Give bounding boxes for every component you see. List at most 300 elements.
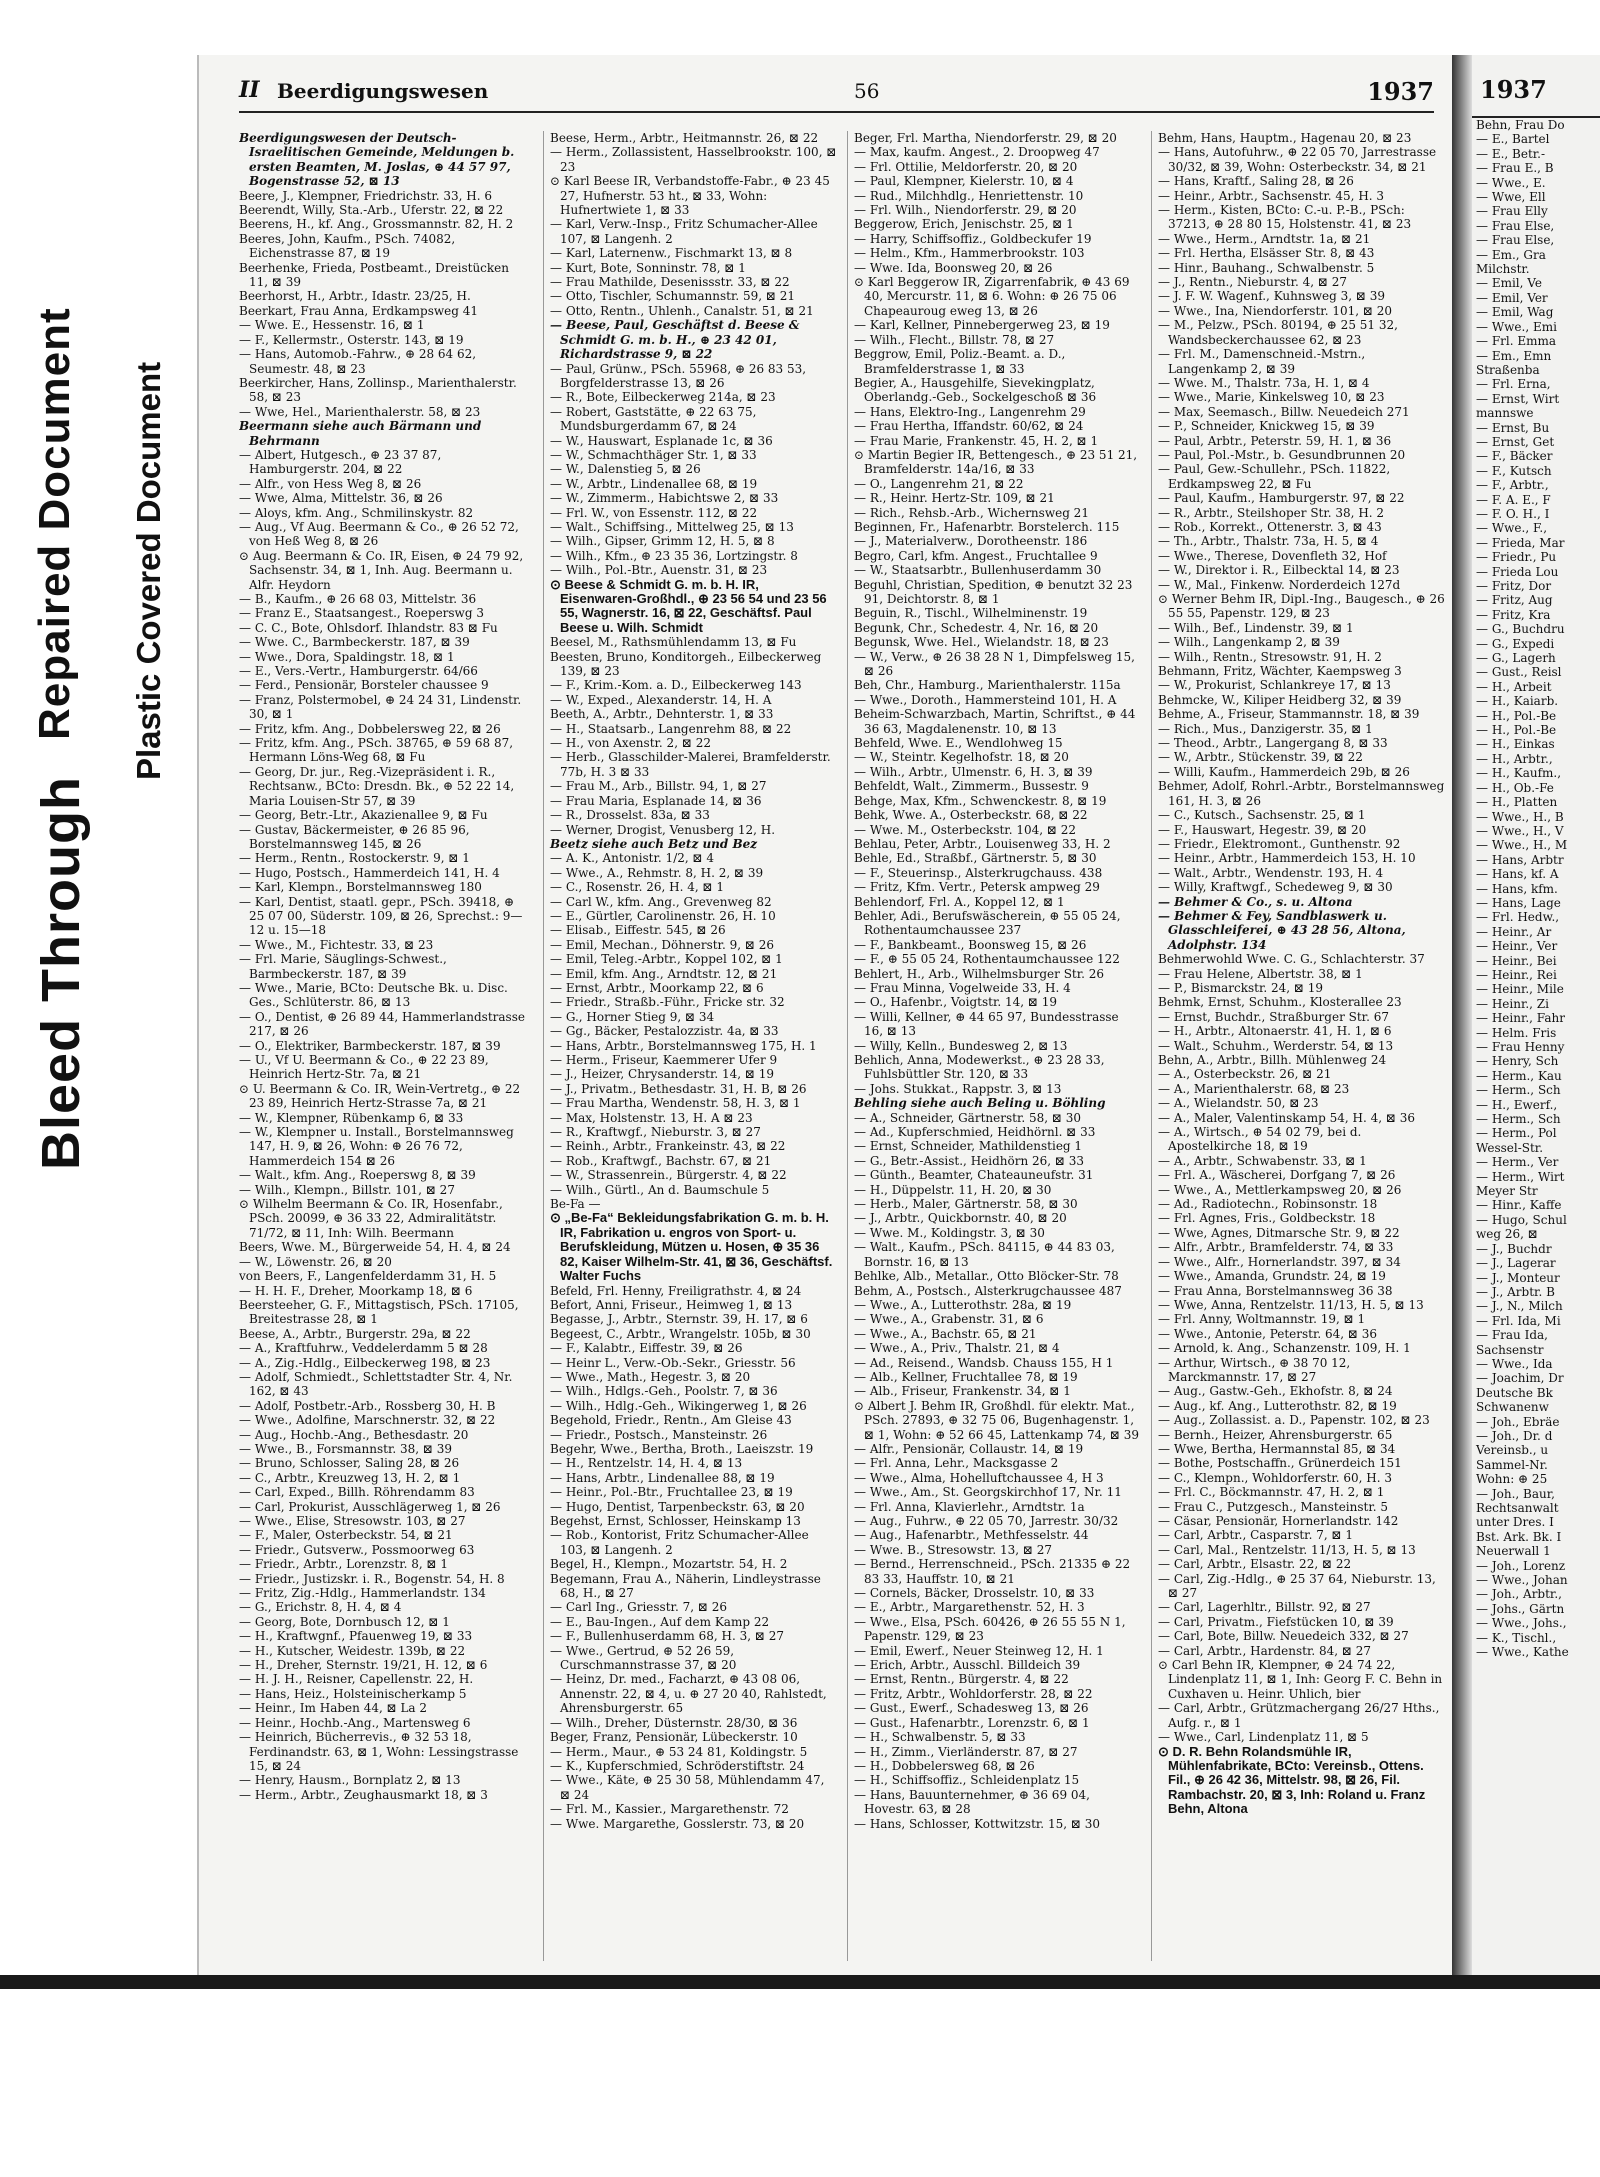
directory-entry: — Frl. Ottilie, Meldorferstr. 20, ⊠ 20 bbox=[854, 159, 1078, 174]
directory-entry: — Bernd., Herrenschneid., PSch. 21335 ⊕ 22 83 33, Hauffstr. 10, ⊠ 21 bbox=[854, 1557, 1131, 1586]
directory-entry: — Frl. M., Damenschneid.-Mstrn., Langenkamp 2, ⊠ 39 bbox=[1158, 347, 1366, 376]
adjacent-page-line: Schwanenw bbox=[1476, 1400, 1549, 1415]
adjacent-page bbox=[1472, 55, 1600, 1975]
directory-entry: — Wwe. M., Thalstr. 73a, H. 1, ⊠ 4 bbox=[1158, 375, 1370, 390]
directory-entry: — Frau Hertha, Iffandstr. 60/62, ⊠ 24 bbox=[854, 419, 1084, 434]
directory-entry: — Friedr., Straßb.-Führ., Fricke str. 32 bbox=[550, 995, 785, 1010]
directory-entry: Begier, A., Hausgehilfe, Sievekingplatz, Oberlandg.-Geb., Sockelgeschoß ⊠ 36 bbox=[854, 375, 1097, 405]
adjacent-page-line: — G., Lagerh bbox=[1476, 651, 1556, 666]
directory-entry: — Walt., Kaufm., PSch. 84115, ⊕ 44 83 03, Bornstr. 16, ⊠ 13 bbox=[854, 1240, 1115, 1269]
directory-entry: — Max, kaufm. Angest., 2. Droopweg 47 bbox=[854, 145, 1100, 160]
adjacent-page-line: — J., Arbtr. B bbox=[1476, 1284, 1555, 1299]
directory-entry: — Heinr., Pol.-Btr., Fruchtallee 23, ⊠ 19 bbox=[550, 1485, 793, 1500]
adjacent-page-line: — Heinr., Mile bbox=[1476, 982, 1564, 997]
adjacent-page-line: — Heinr., Rei bbox=[1476, 967, 1557, 982]
directory-entry: Behle, Ed., Straßbf., Gärtnerstr. 5, ⊠ 30 bbox=[854, 851, 1097, 866]
directory-entry: — R., Arbtr., Steilshoper Str. 38, H. 2 bbox=[1158, 505, 1385, 520]
directory-entry: — Georg, Dr. jur., Reg.-Vizepräsident i. R., Rechtsanw., BCto: Dresdn. Bk., ⊕ 52 22 14, Maria Louisen-Str 57, ⊠ 39 bbox=[239, 764, 515, 808]
directory-entry: — Behmer & Fey, Sandblaswerk u. Glasschleiferei, ⊕ 43 28 56, Altona, Adolphstr. 134 bbox=[1158, 908, 1406, 952]
adjacent-page-line: — Wwe., Emi bbox=[1476, 319, 1557, 334]
directory-entry: Beermann siehe auch Bärmann und Behrmann bbox=[239, 419, 482, 448]
directory-entry: — Aug., kf. Ang., Lutterothstr. 82, ⊠ 19 bbox=[1158, 1398, 1397, 1413]
adjacent-page-line: — Johs., Gärtn bbox=[1476, 1601, 1565, 1616]
directory-entry: — J., Privatm., Bethesdastr. 31, H. B, ⊠ 26 bbox=[550, 1081, 807, 1096]
adjacent-page-line: — H., Pol.-Be bbox=[1476, 708, 1557, 723]
directory-entry: — Alb., Friseur, Frankenstr. 34, ⊠ 1 bbox=[854, 1384, 1071, 1399]
directory-entry: — H., Düppelstr. 11, H. 20, ⊠ 30 bbox=[854, 1182, 1052, 1197]
directory-entry: — Heinr., Hochb.-Ang., Martensweg 6 bbox=[239, 1715, 471, 1730]
directory-entry: Beerhenke, Frieda, Postbeamt., Dreistücken 11, ⊠ 39 bbox=[239, 260, 509, 290]
directory-entry: — Wwe, Bertha, Hermannstal 85, ⊠ 34 bbox=[1158, 1441, 1396, 1456]
directory-entry: — C., Kutsch., Sachsenstr. 25, ⊠ 1 bbox=[1158, 808, 1366, 823]
adjacent-page-year: 1937 bbox=[1472, 55, 1600, 118]
directory-entry: — W., Verw., ⊕ 26 38 28 N 1, Dimpfelsweg 15, ⊠ 26 bbox=[854, 649, 1135, 679]
directory-entry: — Gust., Ewerf., Schadesweg 13, ⊠ 26 bbox=[854, 1701, 1089, 1716]
directory-entry: — Wilh., Gürtl., An d. Baumschule 5 bbox=[550, 1182, 770, 1197]
directory-entry: — Wwe., Alma, Hohelluftchaussee 4, H 3 bbox=[854, 1470, 1104, 1485]
directory-entry: Beggerow, Erich, Jenischstr. 25, ⊠ 1 bbox=[854, 217, 1074, 232]
directory-entry: — J., Rentn., Nieburstr. 4, ⊠ 27 bbox=[1158, 275, 1348, 290]
directory-entry: — Rob., Korrekt., Ottenerstr. 3, ⊠ 43 bbox=[1158, 519, 1382, 534]
adjacent-page-line: Milchstr. bbox=[1476, 262, 1530, 277]
directory-entry: — H., Kutscher, Weidestr. 139b, ⊠ 22 bbox=[239, 1643, 466, 1658]
adjacent-page-line: — Helm. Fris bbox=[1476, 1025, 1557, 1040]
adjacent-page-line: — Frau Elly bbox=[1476, 204, 1548, 219]
adjacent-page-line: — H., Einkas bbox=[1476, 737, 1555, 752]
directory-entry: — Emil, kfm. Ang., Arndtstr. 12, ⊠ 21 bbox=[550, 966, 778, 981]
adjacent-page-line: — H., Arbeit bbox=[1476, 679, 1552, 694]
directory-entry: — Georg, Betr.-Ltr., Akazienallee 9, ⊠ Fu bbox=[239, 808, 488, 823]
adjacent-page-line: — Wwe., E. bbox=[1476, 175, 1546, 190]
directory-entry: — Carl, Zig.-Hdlg., ⊕ 25 37 64, Nieburstr. 13, ⊠ 27 bbox=[1158, 1571, 1436, 1601]
directory-entry: Behk, Wwe. A., Osterbeckstr. 68, ⊠ 22 bbox=[854, 808, 1088, 823]
directory-entry: — F., Krim.-Kom. a. D., Eilbeckerweg 143 bbox=[550, 678, 802, 693]
directory-entry: Beginnen, Fr., Hafenarbtr. Borstelerch. 115 bbox=[854, 519, 1120, 534]
page-header bbox=[239, 77, 1434, 113]
directory-entry: — Heinr., Im Haben 44, ⊠ La 2 bbox=[239, 1701, 428, 1716]
adjacent-page-line: — H., Pol.-Be bbox=[1476, 723, 1557, 738]
directory-entry: — O., Elektriker, Barmbeckerstr. 187, ⊠ 39 bbox=[239, 1038, 501, 1053]
directory-entry: — Hans, Kraftf., Saling 28, ⊠ 26 bbox=[1158, 174, 1354, 189]
directory-entry: — Hans, Arbtr., Borstelmannsweg 175, H. 1 bbox=[550, 1038, 817, 1053]
adjacent-page-line: Behn, Frau Do bbox=[1476, 118, 1565, 132]
directory-entry: — W., Steintr. Kegelhofstr. 18, ⊠ 20 bbox=[854, 750, 1069, 765]
directory-entry: — Wilh., Gipser, Grimm 12, H. 5, ⊠ 8 bbox=[550, 534, 775, 549]
adjacent-page-line: — Heinr., Fahr bbox=[1476, 1011, 1565, 1026]
column-3 bbox=[847, 131, 1141, 1961]
directory-entry: — Heinrich, Bücherrevis., ⊕ 32 53 18, Ferdinandstr. 63, ⊠ 1, Wohn: Lessingstrasse 15, ⊠ 24 bbox=[239, 1730, 519, 1773]
directory-entry: Beetz siehe auch Betz und Bez bbox=[550, 836, 758, 851]
directory-entry: — Max, Holstenstr. 13, H. A ⊠ 23 bbox=[550, 1110, 753, 1125]
directory-entry: — F., Maler, Osterbeckstr. 54, ⊠ 21 bbox=[239, 1528, 453, 1543]
directory-entry: — Willy, Kelln., Bundesweg 2, ⊠ 13 bbox=[854, 1038, 1068, 1053]
directory-entry: — Bruno, Schlosser, Saling 28, ⊠ 26 bbox=[239, 1456, 460, 1471]
directory-entry: — Wwe, Alma, Mittelstr. 36, ⊠ 26 bbox=[239, 491, 443, 506]
directory-entry: — Adolf, Schmiedt., Schlettstadter Str. 4, Nr. 162, ⊠ 43 bbox=[239, 1369, 513, 1399]
directory-entry: — A., Wirtsch., ⊕ 54 02 79, bei d. Apostelkirche 18, ⊠ 19 bbox=[1158, 1125, 1362, 1154]
directory-entry: — Otto, Tischler, Schumannstr. 59, ⊠ 21 bbox=[550, 289, 796, 304]
adjacent-page-line: — Frl. Hedw., bbox=[1476, 910, 1560, 925]
directory-entry: — Friedr., Arbtr., Lorenzstr. 8, ⊠ 1 bbox=[239, 1557, 449, 1572]
directory-entry: — W., Mal., Finkenw. Norderdeich 127d bbox=[1158, 577, 1401, 592]
adjacent-page-line: mannswe bbox=[1476, 406, 1534, 421]
adjacent-page-line: unter Dres. I bbox=[1476, 1515, 1554, 1530]
directory-entry: — Wilh., Flecht., Billstr. 78, ⊠ 27 bbox=[854, 332, 1055, 347]
directory-entry: — Ad., Radiotechn., Robinsonstr. 18 bbox=[1158, 1197, 1378, 1212]
directory-entry: — Carl, Exped., Billh. Röhrendamm 83 bbox=[239, 1485, 475, 1500]
directory-entry: — Frau Marie, Frankenstr. 45, H. 2, ⊠ 1 bbox=[854, 433, 1099, 448]
directory-entry: Behn, A., Arbtr., Billh. Mühlenweg 24 bbox=[1158, 1053, 1387, 1067]
adjacent-page-line: — Hugo, Schul bbox=[1476, 1212, 1567, 1227]
directory-entry: — Frl. Wilh., Niendorferstr. 29, ⊠ 20 bbox=[854, 203, 1077, 218]
adjacent-page-line: — J., N., Milch bbox=[1476, 1299, 1563, 1314]
directory-entry: Behlendorf, Frl. A., Koppel 12, ⊠ 1 bbox=[854, 894, 1065, 909]
directory-entry: Beh, Chr., Hamburg., Marienthalerstr. 115a bbox=[854, 678, 1121, 693]
directory-entry: — A., Arbtr., Schwabenstr. 33, ⊠ 1 bbox=[1158, 1153, 1367, 1168]
directory-entry: — Wilh., Pol.-Btr., Auenstr. 31, ⊠ 23 bbox=[550, 563, 768, 578]
directory-entry: — Ernst, Arbtr., Moorkamp 22, ⊠ 6 bbox=[550, 980, 764, 995]
directory-entry: — W., Direktor i. R., Eilbecktal 14, ⊠ 23 bbox=[1158, 563, 1400, 578]
stamp-repaired-document bbox=[30, 307, 80, 740]
directory-entry: — Wwe. M., Osterbeckstr. 104, ⊠ 22 bbox=[854, 822, 1077, 837]
adjacent-page-line: — Frieda Lou bbox=[1476, 564, 1559, 579]
directory-entry: — W., Prokurist, Schlankreye 17, ⊠ 13 bbox=[1158, 678, 1391, 693]
directory-entry: — Heinr., Arbtr., Hammerdeich 153, H. 10 bbox=[1158, 851, 1416, 866]
directory-entry: — C. C., Bote, Ohlsdorf. Ihlandstr. 83 ⊠ Fu bbox=[239, 620, 498, 635]
directory-entry: — H., Rentzelstr. 14, H. 4, ⊠ 13 bbox=[550, 1456, 743, 1471]
adjacent-page-line: — Herm., Sch bbox=[1476, 1112, 1561, 1127]
adjacent-page-line: — E., Betr.- bbox=[1476, 146, 1546, 161]
adjacent-page-line: — Frl. Emma bbox=[1476, 334, 1557, 349]
directory-entry: — Fritz, kfm. Ang., PSch. 38765, ⊕ 59 68 87, Hermann Löns-Weg 68, ⊠ Fu bbox=[239, 736, 514, 765]
adjacent-page-line: — G., Buchdru bbox=[1476, 622, 1565, 637]
directory-entry: — Karl, Kellner, Pinnebergerweg 23, ⊠ 19 bbox=[854, 318, 1110, 333]
directory-entry: Begehold, Friedr., Rentn., Am Gleise 43 bbox=[550, 1413, 792, 1428]
directory-entry: Behge, Max, Kfm., Schwenckestr. 8, ⊠ 19 bbox=[854, 793, 1107, 808]
directory-entry: Behm, Hans, Hauptm., Hagenau 20, ⊠ 23 bbox=[1158, 131, 1412, 145]
directory-entry: — Emil, Ewerf., Neuer Steinweg 12, H. 1 bbox=[854, 1643, 1104, 1658]
directory-entry: Beguin, R., Tischl., Wilhelminenstr. 19 bbox=[854, 606, 1088, 621]
directory-entry: — Wwe., Ina, Niendorferstr. 101, ⊠ 20 bbox=[1158, 303, 1393, 318]
adjacent-page-line: — Hans, Lage bbox=[1476, 895, 1561, 910]
adjacent-page-line: — Frau Else, bbox=[1476, 233, 1555, 248]
adjacent-page-line: — J., Buchdr bbox=[1476, 1241, 1552, 1256]
adjacent-page-line: — H., Arbtr., bbox=[1476, 751, 1553, 766]
directory-entry: — Rob., Kraftwgf., Bachstr. 67, ⊠ 21 bbox=[550, 1153, 772, 1168]
directory-entry: — Wwe., Alfr., Hornerlandstr. 397, ⊠ 34 bbox=[1158, 1254, 1401, 1269]
adjacent-page-line: — Em., Gra bbox=[1476, 247, 1546, 262]
directory-entry: — Aug., Hafenarbtr., Methfesselstr. 44 bbox=[854, 1528, 1089, 1543]
directory-entry: Behmerwohld Wwe. C. G., Schlachterstr. 37 bbox=[1158, 952, 1425, 967]
adjacent-page-line: — Joh., Ebräe bbox=[1476, 1414, 1560, 1429]
adjacent-page-line: — Heinr., Ver bbox=[1476, 939, 1558, 954]
directory-entry: — R., Drosselst. 83a, ⊠ 33 bbox=[550, 808, 710, 823]
directory-entry: — W., Arbtr., Lindenallee 68, ⊠ 19 bbox=[550, 476, 758, 491]
directory-entry: ⊙ U. Beermann & Co. IR, Wein-Vertretg., ⊕ 22 23 89, Heinrich Hertz-Strasse 7a, ⊠ 21 bbox=[239, 1081, 521, 1111]
adjacent-page-line: — Joh., Lorenz bbox=[1476, 1558, 1566, 1573]
directory-entry: — Frl. M., Kassier., Margarethenstr. 72 bbox=[550, 1802, 789, 1817]
directory-entry: Begunsk, Wwe. Hel., Wielandstr. 18, ⊠ 23 bbox=[854, 635, 1109, 650]
directory-entry: — J. F. W. Wagenf., Kuhnsweg 3, ⊠ 39 bbox=[1158, 289, 1386, 304]
directory-entry: — Werner, Drogist, Venusberg 12, H. bbox=[550, 822, 776, 837]
book-spine bbox=[1452, 55, 1472, 1975]
directory-entry: — W., Dalenstieg 5, ⊠ 26 bbox=[550, 462, 701, 477]
directory-entry: — Aug., Gastw.-Geh., Ekhofstr. 8, ⊠ 24 bbox=[1158, 1384, 1393, 1399]
directory-entry: — Harry, Schiffsoffiz., Goldbeckufer 19 bbox=[854, 231, 1092, 246]
directory-entry: — Kurt, Bote, Sonninstr. 78, ⊠ 1 bbox=[550, 260, 746, 275]
directory-entry: — Franz, Polstermobel, ⊕ 24 24 31, Lindenstr. 30, ⊠ 1 bbox=[239, 692, 522, 722]
adjacent-page-line: — Frl. Erna, bbox=[1476, 377, 1551, 392]
directory-entry: — Herm., Kisten, BCto: C.-u. P.-B., PSch: 37213, ⊕ 28 80 15, Holstenstr. 41, ⊠ 23 bbox=[1158, 203, 1412, 232]
directory-entry: — O., Dentist, ⊕ 26 89 44, Hammerlandstrasse 217, ⊠ 26 bbox=[239, 1009, 525, 1039]
adjacent-page-line: — Hans, kf. A bbox=[1476, 867, 1559, 882]
directory-entry: — Wwe, Hel., Marienthalerstr. 58, ⊠ 23 bbox=[239, 404, 481, 419]
column-4 bbox=[1151, 131, 1445, 1961]
directory-entry: — Emil, Teleg.-Arbtr., Koppel 102, ⊠ 1 bbox=[550, 952, 783, 967]
directory-entry: — Karl, Laternenw., Fischmarkt 13, ⊠ 8 bbox=[550, 246, 793, 261]
directory-entry: — A., Kraftfuhrw., Veddelerdamm 5 ⊠ 28 bbox=[239, 1341, 488, 1356]
directory-entry: Behmann, Fritz, Wächter, Kaempsweg 3 bbox=[1158, 664, 1402, 679]
directory-entry: — F., Kellermstr., Osterstr. 143, ⊠ 19 bbox=[239, 332, 464, 347]
directory-entry: Beerendt, Willy, Sta.-Arb., Uferstr. 22, ⊠ 22 bbox=[239, 203, 504, 218]
directory-entry: — Otto, Rentn., Uhlenh., Canalstr. 51, ⊠ 21 bbox=[550, 303, 814, 318]
directory-entry: Be-Fa — bbox=[550, 1197, 601, 1212]
directory-entry: — C., Arbtr., Kreuzweg 13, H. 2, ⊠ 1 bbox=[239, 1470, 461, 1485]
directory-entry: Beguhl, Christian, Spedition, ⊕ benutzt 32 23 91, Deichtorstr. 8, ⊠ 1 bbox=[854, 577, 1133, 606]
directory-entry: — H., Staatsarb., Langenrehm 88, ⊠ 22 bbox=[550, 721, 792, 736]
adjacent-page-line: — Frl. Ida, Mi bbox=[1476, 1313, 1561, 1328]
directory-entry: — F., Bankbeamt., Boonsweg 15, ⊠ 26 bbox=[854, 937, 1087, 952]
adjacent-page-line: — Ernst, Bu bbox=[1476, 420, 1550, 435]
directory-entry: — J., Arbtr., Quickbornstr. 40, ⊠ 20 bbox=[854, 1211, 1067, 1226]
directory-entry: Beersteeher, G. F., Mittagstisch, PSch. 17105, Breitestrasse 28, ⊠ 1 bbox=[239, 1297, 519, 1327]
directory-entry: — F., ⊕ 55 05 24, Rothentaumchaussee 122 bbox=[854, 952, 1120, 967]
directory-entry: — Wwe., Herm., Arndtstr. 1a, ⊠ 21 bbox=[1158, 231, 1371, 246]
directory-entry: — Hans, Bauunternehmer, ⊕ 36 69 04, Hovestr. 63, ⊠ 28 bbox=[854, 1787, 1090, 1817]
adjacent-page-line: weg 26, ⊠ bbox=[1476, 1227, 1538, 1242]
directory-entry: — Th., Arbtr., Thalstr. 73a, H. 5, ⊠ 4 bbox=[1158, 534, 1379, 549]
document-page bbox=[197, 55, 1454, 1975]
directory-entry: — Alb., Kellner, Fruchtallee 78, ⊠ 19 bbox=[854, 1369, 1078, 1384]
adjacent-page-line: Bst. Ark. Bk. I bbox=[1476, 1529, 1562, 1544]
directory-entry: — Arnold, k. Ang., Schanzenstr. 109, H. 1 bbox=[1158, 1341, 1411, 1356]
adjacent-page-line: — H., Platten bbox=[1476, 795, 1558, 810]
adjacent-page-line: — Fritz, Aug bbox=[1476, 593, 1553, 608]
adjacent-page-line: — E., Bartel bbox=[1476, 132, 1550, 147]
directory-entry: — Walt., Schiffsing., Mittelweg 25, ⊠ 13 bbox=[550, 519, 794, 534]
directory-entry: — Karl, Verw.-Insp., Fritz Schumacher-Allee 107, ⊠ Langenh. 2 bbox=[550, 217, 818, 246]
directory-entry: — Reinh., Arbtr., Frankeinstr. 43, ⊠ 22 bbox=[550, 1139, 786, 1154]
directory-entry: — Herb., Maler, Gärtnerstr. 58, ⊠ 30 bbox=[854, 1197, 1078, 1212]
directory-entry: Befort, Anni, Friseur., Heimweg 1, ⊠ 13 bbox=[550, 1297, 793, 1312]
directory-entry: ⊙ Martin Begier IR, Bettengesch., ⊕ 23 51 21, Bramfelderstr. 14a/16, ⊠ 33 bbox=[854, 447, 1138, 477]
directory-entry: Begehst, Ernst, Schlosser, Heinskamp 13 bbox=[550, 1514, 801, 1528]
directory-entry: — Fritz, kfm. Ang., Dobbelersweg 22, ⊠ 26 bbox=[239, 721, 501, 736]
adjacent-page-line: — Wwe., H., M bbox=[1476, 838, 1568, 853]
directory-entry: — Walt., Arbtr., Wendenstr. 193, H. 4 bbox=[1158, 865, 1384, 880]
adjacent-page-line: Wessel-Str. bbox=[1476, 1140, 1544, 1155]
adjacent-page-line: Rechtsanwalt bbox=[1476, 1501, 1559, 1515]
directory-entry: — Wilh., Langenkamp 2, ⊠ 39 bbox=[1158, 635, 1340, 650]
directory-entry: — O., Langenrehm 21, ⊠ 22 bbox=[854, 476, 1024, 491]
directory-entry: — H., Arbtr., Altonaerstr. 41, H. 1, ⊠ 6 bbox=[1158, 1024, 1392, 1039]
adjacent-page-line: Neuerwall 1 bbox=[1476, 1544, 1551, 1559]
directory-entry: — Wwe., Doroth., Hammersteind 101, H. A bbox=[854, 692, 1117, 707]
adjacent-page-line: Sammel-Nr. bbox=[1476, 1457, 1548, 1472]
page-year: 1937 bbox=[1367, 77, 1434, 106]
adjacent-page-line: — J., Lagerar bbox=[1476, 1256, 1556, 1271]
stamp-bleed-through bbox=[30, 776, 92, 1170]
directory-entry: — Günth., Beamter, Chateauneufstr. 31 bbox=[854, 1168, 1094, 1183]
directory-entry: — Wwe., A., Bachstr. 65, ⊠ 21 bbox=[854, 1326, 1037, 1341]
directory-entry: — Wilh., Rentn., Stresowstr. 91, H. 2 bbox=[1158, 649, 1382, 664]
directory-entry: — Willi, Kaufm., Hammerdeich 29b, ⊠ 26 bbox=[1158, 764, 1410, 779]
directory-entry: — Frau Maria, Esplanade 14, ⊠ 36 bbox=[550, 793, 762, 808]
directory-entry: — J., Heizer, Chrysanderstr. 14, ⊠ 19 bbox=[550, 1067, 775, 1082]
directory-entry: — H., von Axenstr. 2, ⊠ 22 bbox=[550, 736, 711, 751]
adjacent-page-line: — F., Kutsch bbox=[1476, 463, 1552, 478]
directory-entry: — Frl. Marie, Säuglings-Schwest., Barmbeckerstr. 187, ⊠ 39 bbox=[239, 952, 447, 981]
directory-entry: — Hans, Heiz., Holsteinischerkamp 5 bbox=[239, 1686, 467, 1701]
adjacent-page-line: — Wwe., Kathe bbox=[1476, 1645, 1569, 1660]
directory-entry: von Beers, F., Langenfelderdamm 31, H. 5 bbox=[239, 1269, 497, 1284]
adjacent-page-line: — H., Ewerf., bbox=[1476, 1097, 1558, 1112]
directory-entry: Behlau, Peter, Arbtr., Louisenweg 33, H. 2 bbox=[854, 836, 1111, 851]
adjacent-page-line: Deutsche Bk bbox=[1476, 1385, 1553, 1400]
directory-entry: — Wwe., Math., Hegestr. 3, ⊠ 20 bbox=[550, 1369, 751, 1384]
adjacent-page-line: — Joh., Arbtr., bbox=[1476, 1587, 1562, 1602]
directory-entry: — J., Materialverw., Dorotheenstr. 186 bbox=[854, 534, 1088, 549]
column-2 bbox=[543, 131, 837, 1961]
directory-entry: — Aug., Vf Aug. Beermann & Co., ⊕ 26 52 72, von Heß Weg 8, ⊠ 26 bbox=[239, 519, 519, 549]
adjacent-page-line: — Friedr., Pu bbox=[1476, 550, 1557, 565]
directory-entry: — Frl. Anny, Woltmannstr. 19, ⊠ 1 bbox=[1158, 1312, 1366, 1327]
adjacent-page-line: — Hinr., Kaffe bbox=[1476, 1198, 1562, 1213]
directory-entry: Beerdigungswesen der Deutsch-Israelitischen Gemeinde, Meldungen b. ersten Beamten, M. Joslas, ⊕ 44 57 97, Bogenstrasse 52, ⊠ 13 bbox=[239, 131, 515, 189]
directory-entry: — W., Klempner u. Install., Borstelmannsweg 147, H. 9, ⊠ 26, Wohn: ⊕ 26 76 72, Hammerdeich 154 ⊠ 26 bbox=[239, 1125, 514, 1168]
adjacent-page-line: — K., Tischl., bbox=[1476, 1630, 1557, 1645]
directory-entry: — Rich., Mus., Danzigerstr. 35, ⊠ 1 bbox=[1158, 721, 1373, 736]
adjacent-page-line: — Frau Henny bbox=[1476, 1040, 1565, 1054]
adjacent-page-line: — H., Kaiarb. bbox=[1476, 694, 1559, 709]
directory-entry: ⊙ Carl Behn IR, Klempner, ⊕ 24 74 22, Lindenplatz 11, ⊠ 1, Inh: Georg F. C. Behn in Cuxhaven u. Heinr. Uhlich, bier bbox=[1158, 1658, 1443, 1701]
directory-entry: — Heinr L., Verw.-Ob.-Sekr., Griesstr. 56 bbox=[550, 1355, 796, 1370]
directory-entry: — W., Arbtr., Stückenstr. 39, ⊠ 22 bbox=[1158, 750, 1363, 765]
adjacent-page-line: — H., Ob.-Fe bbox=[1476, 780, 1554, 795]
adjacent-page-line: — Joh., Dr. d bbox=[1476, 1428, 1553, 1443]
directory-entry: — Alfr., Arbtr., Bramfelderstr. 74, ⊠ 33 bbox=[1158, 1240, 1394, 1255]
directory-entry: — Elisab., Eiffestr. 545, ⊠ 26 bbox=[550, 923, 726, 938]
directory-entry: — Wwe, Anna, Rentzelstr. 11/13, H. 5, ⊠ 13 bbox=[1158, 1297, 1424, 1312]
directory-entry: — R., Kraftwgf., Nieburstr. 3, ⊠ 27 bbox=[550, 1125, 761, 1140]
directory-entry: — Carl, Arbtr., Hardenstr. 84, ⊠ 27 bbox=[1158, 1643, 1372, 1658]
directory-entry: — Henry, Hausm., Bornplatz 2, ⊠ 13 bbox=[239, 1773, 461, 1788]
directory-entry: — Herm., Arbtr., Zeughausmarkt 18, ⊠ 3 bbox=[239, 1787, 488, 1802]
directory-entry: — G., Horner Stieg 9, ⊠ 34 bbox=[550, 1009, 715, 1024]
directory-entry: — Max, Seemasch., Billw. Neuedeich 271 bbox=[1158, 404, 1410, 419]
directory-entry: Behlich, Anna, Modewerkst., ⊕ 23 28 33, Fuhlsbüttler Str. 120, ⊠ 33 bbox=[854, 1053, 1105, 1082]
adjacent-page-line: — Herm., Ver bbox=[1476, 1155, 1559, 1170]
directory-entry: Begunk, Chr., Schedestr. 4, Nr. 16, ⊠ 20 bbox=[854, 620, 1099, 635]
directory-entry: — Rob., Kontorist, Fritz Schumacher-Allee 103, ⊠ Langenh. 2 bbox=[550, 1528, 809, 1557]
directory-entry: — Wwe., Elise, Stresowstr. 103, ⊠ 27 bbox=[239, 1514, 466, 1528]
directory-entry: — H., Dreher, Sternstr. 19/21, H. 12, ⊠ 6 bbox=[239, 1658, 488, 1673]
directory-entry: Begasse, J., Arbtr., Sternstr. 39, H. 17, ⊠ 6 bbox=[550, 1312, 808, 1327]
directory-entry: Beesten, Bruno, Konditorgeh., Eilbeckerweg 139, ⊠ 23 bbox=[550, 649, 822, 679]
scan-bottom-edge bbox=[0, 1975, 1600, 1989]
adjacent-page-line: — Wwe, Ell bbox=[1476, 190, 1546, 205]
directory-entry: — H., Zimm., Vierländerstr. 87, ⊠ 27 bbox=[854, 1744, 1078, 1759]
directory-entry: Begeest, C., Arbtr., Wrangelstr. 105b, ⊠ 30 bbox=[550, 1326, 811, 1341]
directory-entry: — Karl, Dentist, staatl. gepr., PSch. 39418, ⊕ 25 07 00, Süderstr. 109, ⊠ 26, Sprechst.: 9—12 u. 15—18 bbox=[239, 894, 523, 938]
adjacent-page-line: — H., Kaufm., bbox=[1476, 766, 1562, 781]
directory-entry: — Frl. A., Wäscherei, Dorfgang 7, ⊠ 26 bbox=[1158, 1168, 1396, 1183]
directory-entry: — Wwe., M., Fichtestr. 33, ⊠ 23 bbox=[239, 937, 434, 952]
directory-entry: — F., Kalabtr., Eiffestr. 39, ⊠ 26 bbox=[550, 1341, 743, 1356]
adjacent-page-line: — Henry, Sch bbox=[1476, 1054, 1559, 1069]
directory-entry: — Wilh., Hdlg.-Geh., Wikingerweg 1, ⊠ 26 bbox=[550, 1398, 807, 1413]
directory-entry: — Friedr., Elektromont., Gunthenstr. 92 bbox=[1158, 836, 1401, 851]
directory-entry: — Carl, Bote, Billw. Neuedeich 332, ⊠ 27 bbox=[1158, 1629, 1409, 1644]
directory-entry: — U., Vf U. Beermann & Co., ⊕ 22 23 89, Heinrich Hertz-Str. 7a, ⊠ 21 bbox=[239, 1053, 489, 1082]
adjacent-page-line: — Emil, Ver bbox=[1476, 290, 1548, 305]
directory-entry: — Wwe., Käte, ⊕ 25 30 58, Mühlendamm 47, ⊠ 24 bbox=[550, 1773, 825, 1802]
directory-entry: Begel, H., Klempn., Mozartstr. 54, H. 2 bbox=[550, 1557, 788, 1572]
adjacent-page-line: — Fritz, Dor bbox=[1476, 579, 1552, 593]
directory-entry: Beeres, John, Kaufm., PSch. 74082, Eichenstrasse 87, ⊠ 19 bbox=[239, 231, 456, 261]
directory-entry: ⊙ Karl Beese IR, Verbandstoffe-Fabr., ⊕ 23 45 27, Hufnerstr. 53 ht., ⊠ 33, Wohn: Hufnertwiete 1, ⊠ 33 bbox=[550, 174, 830, 218]
directory-entry: Behme, A., Friseur, Stammannstr. 18, ⊠ 39 bbox=[1158, 707, 1420, 722]
directory-entry: — Wwe., Therese, Dovenfleth 32, Hof bbox=[1158, 548, 1387, 563]
directory-entry: — A., Zig.-Hdlg., Eilbeckerweg 198, ⊠ 23 bbox=[239, 1355, 491, 1370]
directory-entry: Beeth, A., Arbtr., Dehnterstr. 1, ⊠ 33 bbox=[550, 707, 774, 722]
adjacent-page-line: — F., Bäcker bbox=[1476, 449, 1553, 464]
directory-entry: — Wwe., A., Mettlerkampsweg 20, ⊠ 26 bbox=[1158, 1182, 1402, 1197]
stamp-plastic-covered bbox=[130, 362, 168, 780]
directory-entry: — Cäsar, Pensionär, Hornerlandstr. 142 bbox=[1158, 1514, 1399, 1528]
directory-entry: — Herm., Rentn., Rostockerstr. 9, ⊠ 1 bbox=[239, 851, 470, 866]
adjacent-page-line: — Wwe., Ida bbox=[1476, 1356, 1553, 1371]
directory-entry: — Frau Martha, Wendenstr. 58, H. 3, ⊠ 1 bbox=[550, 1096, 801, 1111]
directory-entry: Behfeld, Wwe. E., Wendlohweg 15 bbox=[854, 736, 1063, 751]
adjacent-page-line: — Heinr., Bei bbox=[1476, 953, 1557, 968]
directory-entry: — Friedr., Justizskr. i. R., Bogenstr. 54, H. 8 bbox=[239, 1571, 505, 1586]
directory-entry: — Paul, Pol.-Mstr., b. Gesundbrunnen 20 bbox=[1158, 447, 1406, 462]
directory-entry: — Bernh., Heizer, Ahrensburgerstr. 65 bbox=[1158, 1427, 1393, 1442]
directory-entry: — W., Schmachthäger Str. 1, ⊠ 33 bbox=[550, 447, 757, 462]
directory-entry: — Wilh., Hdlgs.-Geh., Poolstr. 7, ⊠ 36 bbox=[550, 1384, 778, 1399]
directory-entry: — Hans, Automob.-Fahrw., ⊕ 28 64 62, Seumestr. 48, ⊠ 23 bbox=[239, 347, 477, 376]
directory-entry: — Ad., Kupferschmied, Heidhörnl. ⊠ 33 bbox=[854, 1125, 1096, 1140]
adjacent-page-line: — Joh., Baur, bbox=[1476, 1486, 1555, 1501]
directory-entry: ⊙ Werner Behm IR, Dipl.-Ing., Baugesch., ⊕ 26 55 55, Papenstr. 129, ⊠ 23 bbox=[1158, 592, 1445, 621]
directory-entry: — F., Hauswart, Hegestr. 39, ⊠ 20 bbox=[1158, 822, 1367, 837]
directory-entry: — Wwe. B., Stresowstr. 13, ⊠ 27 bbox=[854, 1542, 1053, 1557]
adjacent-page-line: Vereinsb., u bbox=[1476, 1443, 1549, 1458]
adjacent-page-line: — F. A. E., F bbox=[1476, 492, 1551, 507]
directory-entry: — Wwe, Agnes, Ditmarsche Str. 9, ⊠ 22 bbox=[1158, 1225, 1400, 1240]
directory-entry: Befeld, Frl. Henny, Freiligrathstr. 4, ⊠ 24 bbox=[550, 1283, 802, 1298]
directory-entry: ⊙ Karl Beggerow IR, Zigarrenfabrik, ⊕ 43 69 40, Mercurstr. 11, ⊠ 6. Wohn: ⊕ 26 75 06 Chapeauroug eweg 13, ⊠ 26 bbox=[854, 275, 1130, 318]
directory-entry: — Heinr., Arbtr., Sachsenstr. 45, H. 3 bbox=[1158, 188, 1385, 203]
directory-entry: — W., Löwenstr. 26, ⊠ 20 bbox=[239, 1254, 392, 1269]
directory-entry: — Hans, Elektro-Ing., Langenrehm 29 bbox=[854, 404, 1086, 419]
directory-entry: — W., Exped., Alexanderstr. 14, H. A bbox=[550, 692, 772, 707]
directory-entry: — Frau Minna, Vogelweide 33, H. 4 bbox=[854, 980, 1071, 995]
directory-entry: Behlke, Alb., Metallar., Otto Blöcker-Str. 78 bbox=[854, 1269, 1119, 1284]
adjacent-page-line: — Frau Ida, bbox=[1476, 1328, 1548, 1343]
directory-entry: — Frau C., Putzgesch., Mansteinstr. 5 bbox=[1158, 1499, 1389, 1514]
